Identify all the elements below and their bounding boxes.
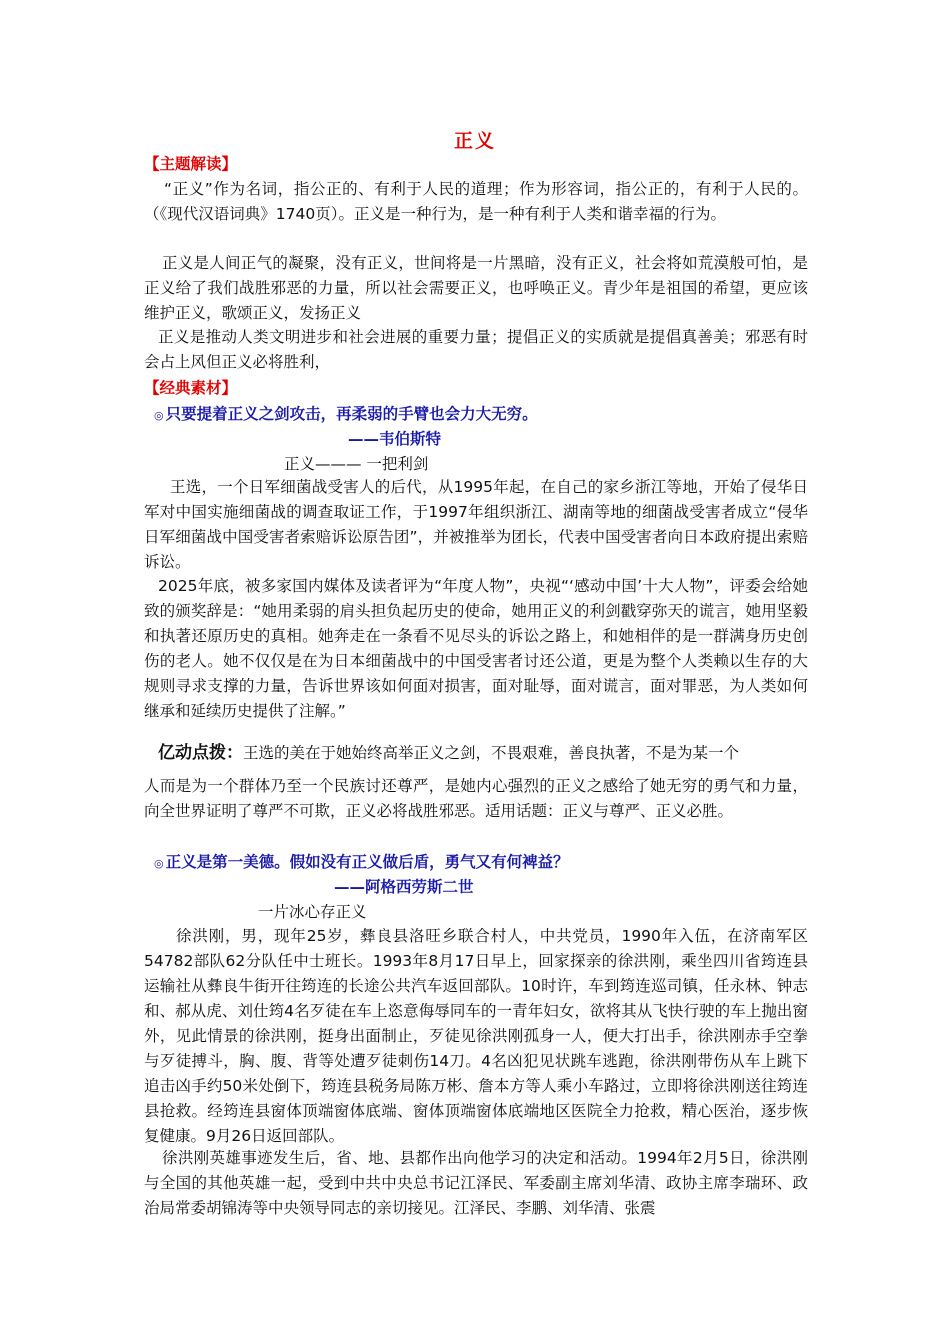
paragraph-justice-meaning: 正义是人间正气的凝聚，没有正义，世间将是一片黑暗，没有正义，社会将如荒漠般可怕，是正义给了我们战胜邪恶的力量，所以社会需要正义，也呼唤正义。青少年是祖国的希望，更应该维护正义，歌颂正义，发扬正义 [144, 254, 808, 322]
section-heading-material: 【经典素材】 [144, 379, 238, 397]
page-title: 正义 [453, 130, 496, 152]
quote-text: 正义是第一美德。假如没有正义做后盾，勇气又有何裨益？ [165, 853, 569, 871]
story-title-sword: 正义——— 一把利剑 [284, 455, 429, 473]
paragraph-wangxuan-2: 2025年底，被多家国内媒体及读者评为“年度人物”，央视“‘感动中国’十大人物”，评委会给她致的颁奖辞是：“她用柔弱的肩头担负起历史的使命，她用正义的利剑戳穿弥天的谎言，她用坚毅和执著还原历史的真相。她奔走在一条看不见尽头的诉讼之路上，和她相伴的是一群满身历史创伤的老人。她不仅仅是在为日本细菌战中的中国受害者讨还公道，更是为整个人类赖以生存的大规则寻求支撑的力量，告诉世界该如何面对损害，面对耻辱，面对谎言，面对罪恶，为人类如何继承和延续历史提供了注解。” [144, 577, 808, 720]
bullet-mark-icon: ◎ [154, 409, 164, 422]
quote-author: ——阿格西劳斯二世 [334, 878, 474, 896]
quote-author: ——韦伯斯特 [348, 430, 442, 448]
paragraph-xuhonggang-1: 徐洪刚，男，现年25岁，彝良县洛旺乡联合村人，中共党员，1990年入伍，在济南军区54782部队62分队任中士班长。1993年8月17日早上，回家探亲的徐洪刚，乘坐四川省筠连县运输社从彝良牛街开往筠连的长途公共汽车返回部队。10时许，车到筠连巡司镇，任永林、钟志和、郝从虎、刘仕筠4名歹徒在车上恣意侮辱同车的一青年妇女，欲将其从飞快行驶的车上抛出窗外，见此情景的徐洪刚，挺身出面制止，歹徒见徐洪刚孤身一人，便大打出手，徐洪刚赤手空拳与歹徒搏斗，胸、腹、背等处遭歹徒刺伤14刀。4名凶犯见状跳车逃跑，徐洪刚带伤从车上跳下追击凶手约50米处倒下，筠连县税务局陈万彬、詹本方等人乘小车路过，立即将徐洪刚送往筠连县抢救。经筠连县窗体顶端窗体底端、窗体顶端窗体底端地区医院全力抢救，精心医治，逐步恢复健康。9月26日返回部队。 [144, 927, 808, 1145]
quote-webster [154, 402, 538, 424]
paragraph-commentary: 人而是为一个群体乃至一个民族讨还尊严，是她内心强烈的正义之感给了她无穷的勇气和力量，向全世界证明了尊严不可欺，正义必将战胜邪恶。适用话题：正义与尊严、正义必胜。 [144, 777, 808, 820]
paragraph-definition: “正义”作为名词，指公正的、有利于人民的道理；作为形容词，指公正的，有利于人民的。（《现代汉语词典》1740页）。正义是一种行为，是一种有利于人类和谐幸福的行为。 [144, 180, 808, 223]
paragraph-wangxuan-1: 王选，一个日军细菌战受害人的后代，从1995年起，在自己的家乡浙江等地，开始了侵华日军对中国实施细菌战的调查取证工作，于1997年组织浙江、湖南等地的细菌战受害者成立“侵华日军细菌战中国受害者索赔诉讼原告团”，并被推举为团长，代表中国受害者向日本政府提出索赔诉讼。 [144, 478, 808, 571]
section-heading-theme: 【主题解读】 [144, 155, 238, 173]
paragraph-justice-force: 正义是推动人类文明进步和社会进展的重要力量；提倡正义的实质就是提倡真善美；邪恶有时会占上风但正义必将胜利， [144, 328, 808, 371]
commentary-line1: 王选的美在于她始终高举正义之剑，不畏艰难，善良执著，不是为某一个 [243, 744, 740, 762]
commentary-label: 亿动点拨： [158, 743, 243, 763]
quote-agesilaus [154, 850, 569, 872]
paragraph-xuhonggang-2: 徐洪刚英雄事迹发生后，省、地、县都作出向他学习的决定和活动。1994年2月5日，徐洪刚与全国的其他英雄一起，受到中共中央总书记江泽民、军委副主席刘华清、政协主席李瑞环、政治局常委胡锦涛等中央领导同志的亲切接见。江泽民、李鹏、刘华清、张震 [144, 1149, 808, 1217]
quote-text: 只要提着正义之剑攻击，再柔弱的手臂也会力大无穷。 [165, 405, 538, 423]
story-title-bingxin: 一片冰心存正义 [258, 903, 367, 921]
commentary-first-line [158, 738, 808, 763]
bullet-mark-icon: ◎ [154, 857, 164, 870]
